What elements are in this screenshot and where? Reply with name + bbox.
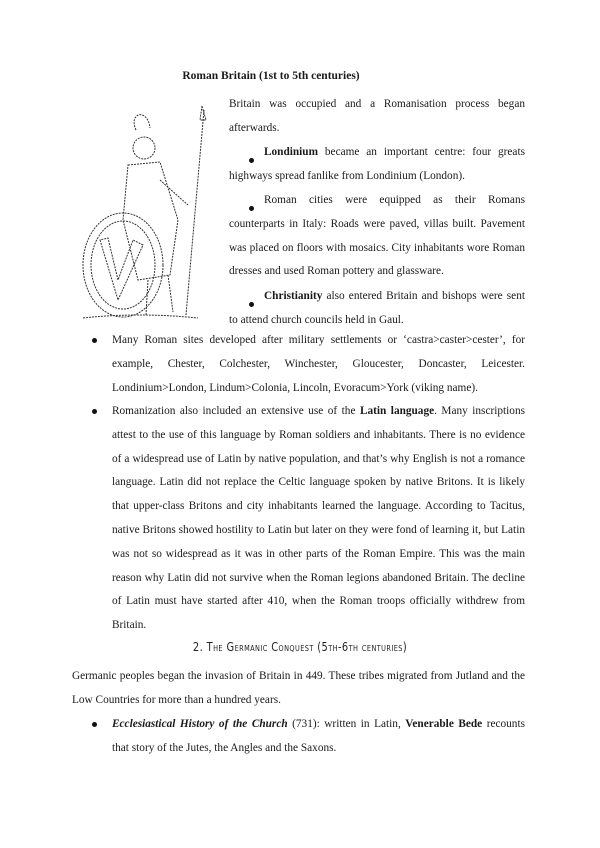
bullet-text: also entered Britain and bishops were sent to attend church councils held in Gaul. (229, 290, 525, 326)
section-heading-2: 2. The Germanic Conquest (5th-6th centuries) (192, 640, 408, 654)
author-name: Venerable Bede (405, 718, 483, 730)
book-title: Ecclesiastical History of the Church (112, 718, 288, 730)
bullet-icon (92, 338, 97, 343)
bede-bullet (112, 713, 525, 761)
bullet-text: Romanization also included an extensive use of the (112, 405, 360, 417)
intro-paragraph: Britain was occupied and a Romanisation process began afterwards. (229, 98, 525, 134)
side-bullet-christianity (229, 285, 525, 333)
bullet-text: became an important centre: four greats highways spread fanlike from Londinium (London). (229, 146, 525, 182)
bullet-icon (92, 722, 97, 727)
side-bullet-londinium (229, 141, 525, 189)
main-bullet-sites: Many Roman sites developed after military settlements or ‘castra>caster>cester’, for example, Chester, Colchester, Winchester, Gloucester, Doncaster, Leicester. Londinium>London, Lindum>Colonia, Lincoln, Evoracum>York (viking name). (112, 334, 525, 394)
bold-term: Latin language (359, 405, 435, 417)
roman-soldier-illustration (78, 100, 218, 325)
main-bullet-latin (112, 400, 525, 638)
bullet-icon (92, 409, 97, 414)
bold-term: Christianity (264, 290, 323, 302)
section-title: Roman Britain (1st to 5th centuries) (182, 70, 360, 82)
bullet-text: . Many inscriptions attest to the use of this language by Roman soldiers and inhabitants. There is no evidence of a widespread use of Latin by native population, and that’s why English is not a romance language. Latin did not replace the Celtic language spoken by native Britons. It is likely that upper-class Britons and city inhabitants learned the language. According to Tacitus, native Britons showed hostility to Latin but later on they were fond of learning it, but Latin was not so widespread as it was in other parts of the Roman Empire. This was the main reason why Latin did not survive when the Roman legions abandoned Britain. The decline of Latin must have started after 410, when the Roman troops officially withdrew from Britain. (112, 405, 525, 632)
bold-term: Londinium (264, 146, 319, 158)
side-bullet-cities: Roman cities were equipped as their Romans counterparts in Italy: Roads were paved, villas built. Pavement was placed on floors with mosaics. City inhabitants wore Roman dresses and used Roman pottery and glassware. (229, 194, 525, 278)
bullet-text: recounts that story of the Jutes, the Angles and the Saxons. (112, 718, 525, 754)
bullet-text: (731): written in Latin, (287, 718, 406, 730)
germanic-paragraph: Germanic peoples began the invasion of Britain in 449. These tribes migrated from Jutland and the Low Countries for more than a hundred years. (72, 670, 525, 706)
